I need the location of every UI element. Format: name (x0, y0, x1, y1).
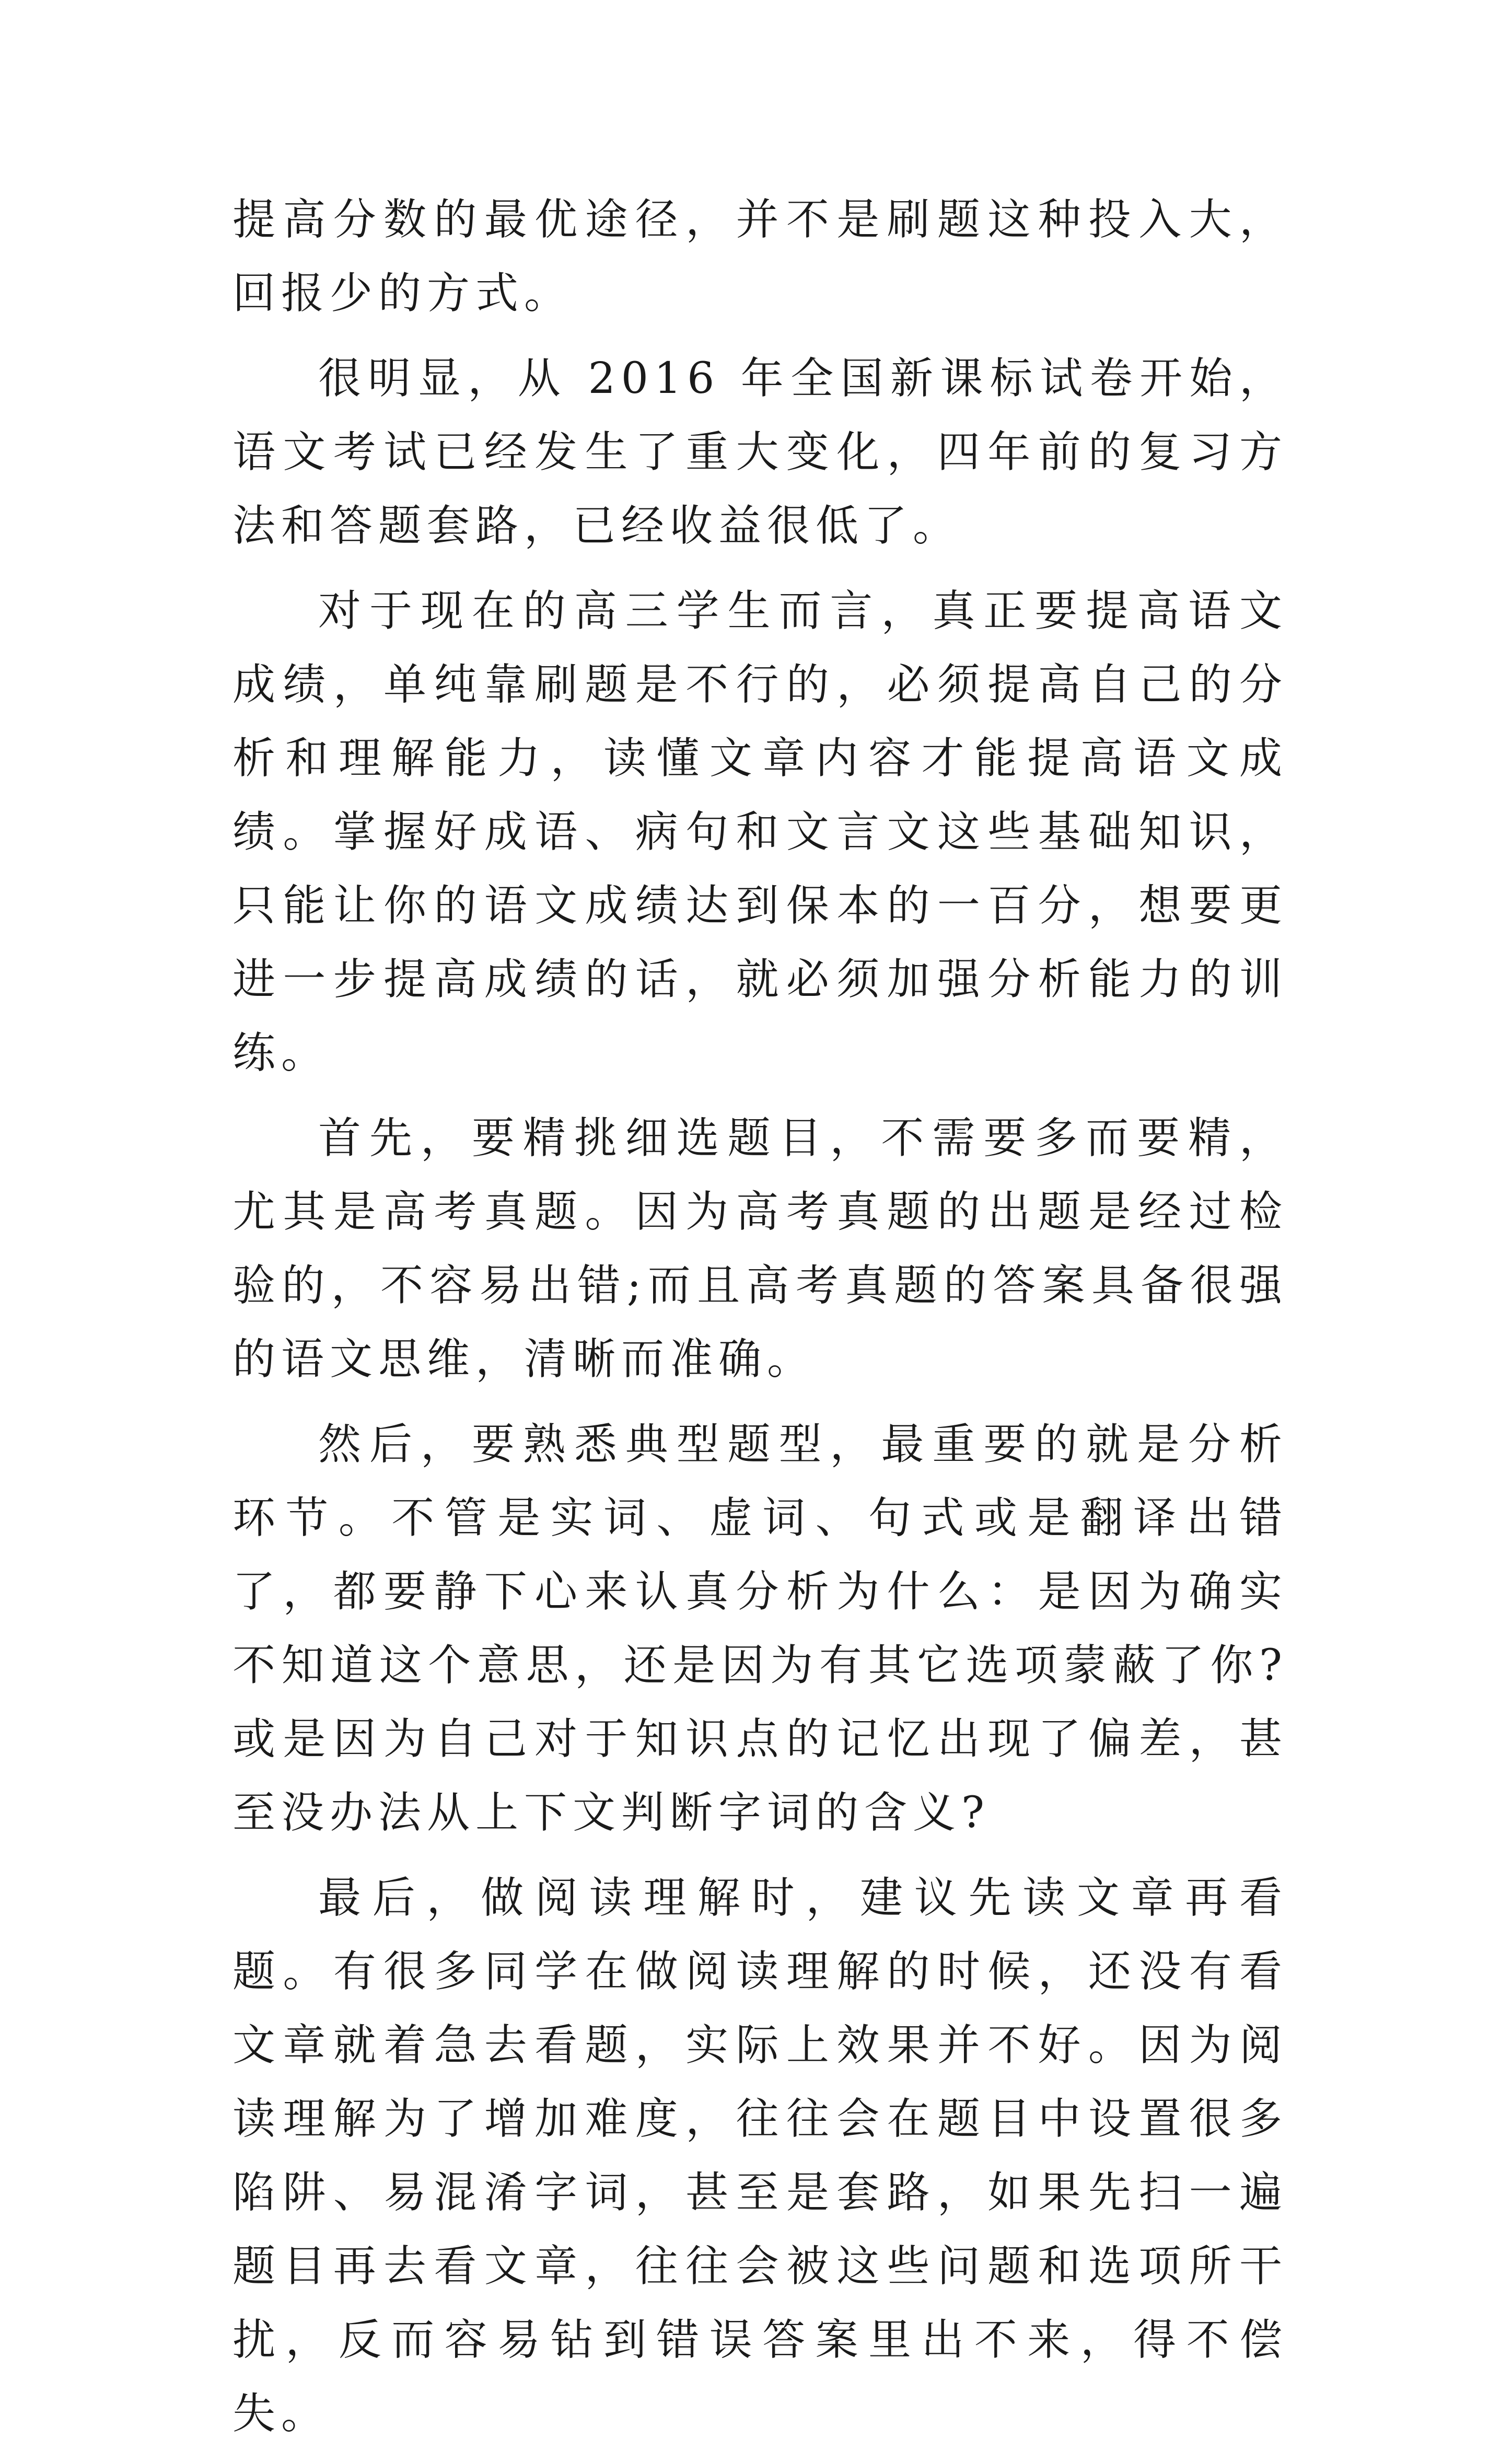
paragraph-1: 提高分数的最优途径，并不是刷题这种投入大，回报少的方式。 (232, 195, 1288, 318)
paragraph-3: 对于现在的高三学生而言，真正要提高语文成绩，单纯靠刷题是不行的，必须提高自己的分析和理解能力，读懂文章内容才能提高语文成绩。掌握好成语、病句和文言文这些基础知识，只能让你的语文成绩达到保本的一百分，想要更进一步提高成绩的话，就必须加强分析能力的训练。 (232, 586, 1288, 1078)
paragraph-2: 很明显，从 2016 年全国新课标试卷开始，语文考试已经发生了重大变化，四年前的复习方法和答题套路，已经收益很低了。 (232, 354, 1288, 551)
document-body (232, 183, 1288, 2462)
paragraph-6: 最后，做阅读理解时，建议先读文章再看题。有很多同学在做阅读理解的时候，还没有看文章就着急去看题，实际上效果并不好。因为阅读理解为了增加难度，往往会在题目中设置很多陷阱、易混淆字词，甚至是套路，如果先扫一遍题目再去看文章，往往会被这些问题和选项所干扰，反而容易钻到错误答案里出不来，得不偿失。 (232, 1873, 1288, 2438)
paragraph-5: 然后，要熟悉典型题型，最重要的就是分析环节。不管是实词、虚词、句式或是翻译出错了，都要静下心来认真分析为什么：是因为确实不知道这个意思，还是因为有其它选项蒙蔽了你?或是因为自己对于知识点的记忆出现了偏差，甚至没办法从上下文判断字词的含义? (232, 1420, 1288, 1838)
paragraph-4: 首先，要精挑细选题目，不需要多而要精，尤其是高考真题。因为高考真题的出题是经过检验的，不容易出错;而且高考真题的答案具备很强的语文思维，清晰而准确。 (232, 1113, 1288, 1384)
